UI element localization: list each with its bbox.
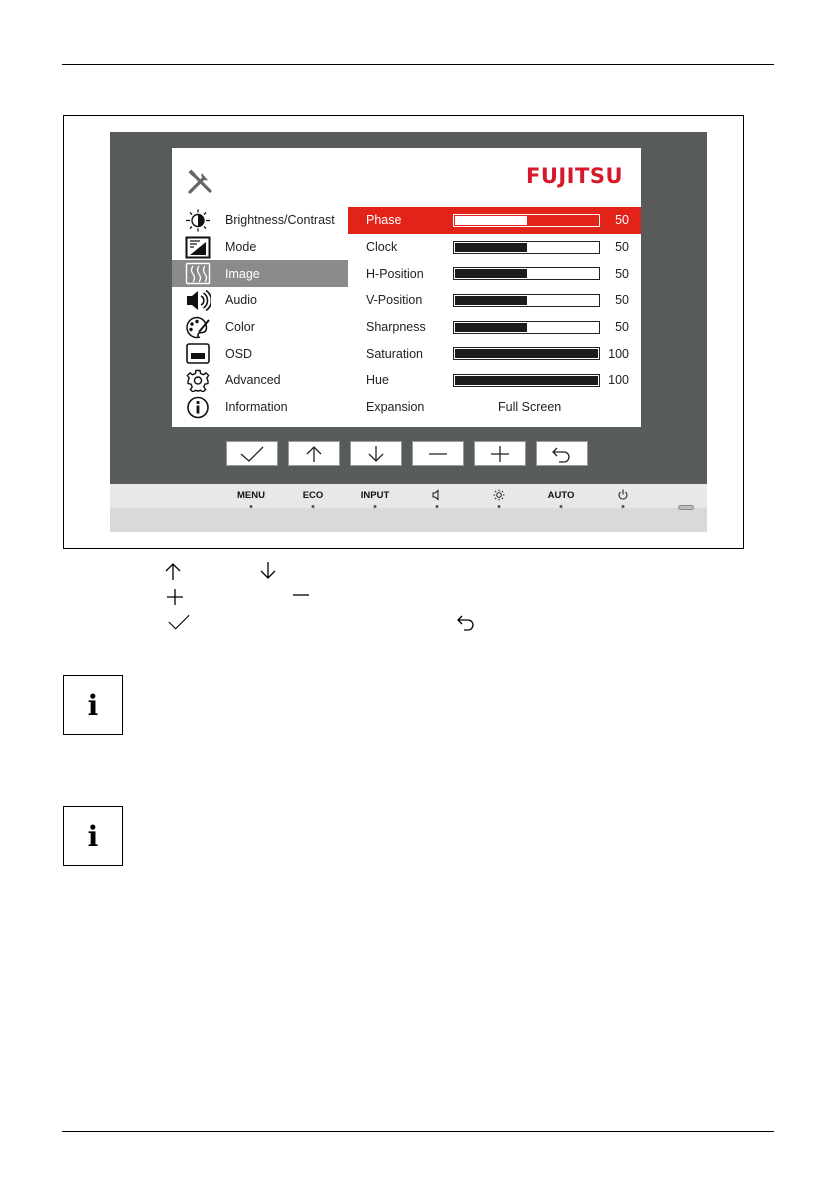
param-hue[interactable] <box>348 367 641 394</box>
speaker-icon <box>185 289 211 312</box>
back-icon <box>455 612 477 632</box>
volume-icon <box>431 489 443 501</box>
image-icon <box>185 262 211 285</box>
param-label: H-Position <box>366 266 424 281</box>
menu-item-image[interactable] <box>172 260 348 287</box>
param-slider-fill <box>455 349 598 358</box>
osd-minus-button[interactable] <box>412 441 464 466</box>
menu-item-information[interactable] <box>172 394 348 421</box>
menu-item-osd[interactable] <box>172 340 348 367</box>
menu-label: Image <box>225 266 260 281</box>
palette-icon <box>185 316 211 339</box>
menu-item-audio[interactable] <box>172 287 348 314</box>
osd-menu <box>172 207 348 421</box>
osd-icon <box>185 342 211 365</box>
param-slider-fill <box>455 376 598 385</box>
osd-params <box>348 207 641 421</box>
brightness-icon <box>493 489 505 501</box>
param-label: Expansion <box>366 400 425 415</box>
param-label: Phase <box>366 213 402 228</box>
monitor-front-panel <box>110 484 707 532</box>
param-label: V-Position <box>366 293 423 308</box>
param-clock[interactable] <box>348 234 641 261</box>
osd-confirm-button[interactable] <box>226 441 278 466</box>
info-note-icon: i <box>63 675 123 735</box>
param-slider-fill <box>455 323 527 332</box>
footer-rule <box>62 1131 774 1132</box>
hw-volume-button[interactable] <box>436 505 439 508</box>
param-label: Saturation <box>366 346 423 361</box>
gear-icon <box>185 369 211 392</box>
arrow-up-icon <box>301 445 327 463</box>
check-icon <box>239 445 265 463</box>
hw-brightness-button[interactable] <box>498 505 501 508</box>
menu-item-color[interactable] <box>172 314 348 341</box>
param-phase[interactable] <box>348 207 641 234</box>
fujitsu-logo: FUJITSU <box>525 164 623 188</box>
param-saturation[interactable] <box>348 340 641 367</box>
param-expansion[interactable] <box>348 394 641 421</box>
osd-down-button[interactable] <box>350 441 402 466</box>
arrow-down-icon <box>363 445 389 463</box>
hw-input-label: INPUT <box>360 490 390 501</box>
hw-menu-label: MENU <box>237 490 265 501</box>
param-slider[interactable] <box>453 294 600 307</box>
param-value: 50 <box>615 240 629 255</box>
param-value: 50 <box>615 293 629 308</box>
param-slider-fill <box>455 243 527 252</box>
param-h-position[interactable] <box>348 260 641 287</box>
menu-item-brightness-contrast[interactable] <box>172 207 348 234</box>
param-value: 50 <box>615 213 629 228</box>
menu-label: Brightness/Contrast <box>225 213 335 228</box>
param-label: Clock <box>366 240 398 255</box>
info-note-icon: i <box>63 806 123 866</box>
param-slider-fill <box>455 296 527 305</box>
header-rule <box>62 64 774 65</box>
info-icon <box>185 396 211 419</box>
hw-auto-button[interactable] <box>560 505 563 508</box>
power-icon <box>617 489 629 501</box>
menu-label: Advanced <box>225 373 281 388</box>
menu-label: Color <box>225 320 255 335</box>
param-slider-fill <box>455 216 527 225</box>
param-label: Hue <box>366 373 389 388</box>
param-slider[interactable] <box>453 241 600 254</box>
osd-back-button[interactable] <box>536 441 588 466</box>
param-value: 100 <box>608 346 629 361</box>
hw-menu-button[interactable] <box>250 505 253 508</box>
plus-icon <box>164 587 186 607</box>
minus-icon <box>425 445 451 463</box>
param-sharpness[interactable] <box>348 314 641 341</box>
osd-up-button[interactable] <box>288 441 340 466</box>
hw-power-button[interactable] <box>622 505 625 508</box>
mode-icon <box>185 236 211 259</box>
param-slider[interactable] <box>453 347 600 360</box>
plus-icon <box>487 445 513 463</box>
check-icon <box>168 612 190 632</box>
hw-input-button[interactable] <box>374 505 377 508</box>
hw-eco-label: ECO <box>302 490 324 501</box>
param-value-text: Full Screen <box>498 400 562 415</box>
param-label: Sharpness <box>366 320 426 335</box>
param-value: 50 <box>615 266 629 281</box>
arrow-up-icon <box>162 561 184 581</box>
menu-label: Information <box>225 400 288 415</box>
hw-auto-label: AUTO <box>547 490 575 501</box>
param-slider[interactable] <box>453 267 600 280</box>
power-led <box>678 505 694 510</box>
minus-icon <box>290 587 312 607</box>
param-slider[interactable] <box>453 321 600 334</box>
menu-label: OSD <box>225 346 253 361</box>
param-slider[interactable] <box>453 374 600 387</box>
param-v-position[interactable] <box>348 287 641 314</box>
param-slider[interactable] <box>453 214 600 227</box>
param-value: 100 <box>608 373 629 388</box>
menu-item-advanced[interactable] <box>172 367 348 394</box>
param-slider-fill <box>455 269 527 278</box>
menu-item-mode[interactable] <box>172 234 348 261</box>
brightness-contrast-icon <box>185 209 211 232</box>
menu-label: Audio <box>225 293 257 308</box>
osd-panel <box>172 148 641 427</box>
back-icon <box>549 445 575 463</box>
hw-eco-button[interactable] <box>312 505 315 508</box>
param-value: 50 <box>615 320 629 335</box>
arrow-down-icon <box>257 561 279 581</box>
osd-plus-button[interactable] <box>474 441 526 466</box>
menu-label: Mode <box>225 240 257 255</box>
tools-icon <box>186 168 214 196</box>
